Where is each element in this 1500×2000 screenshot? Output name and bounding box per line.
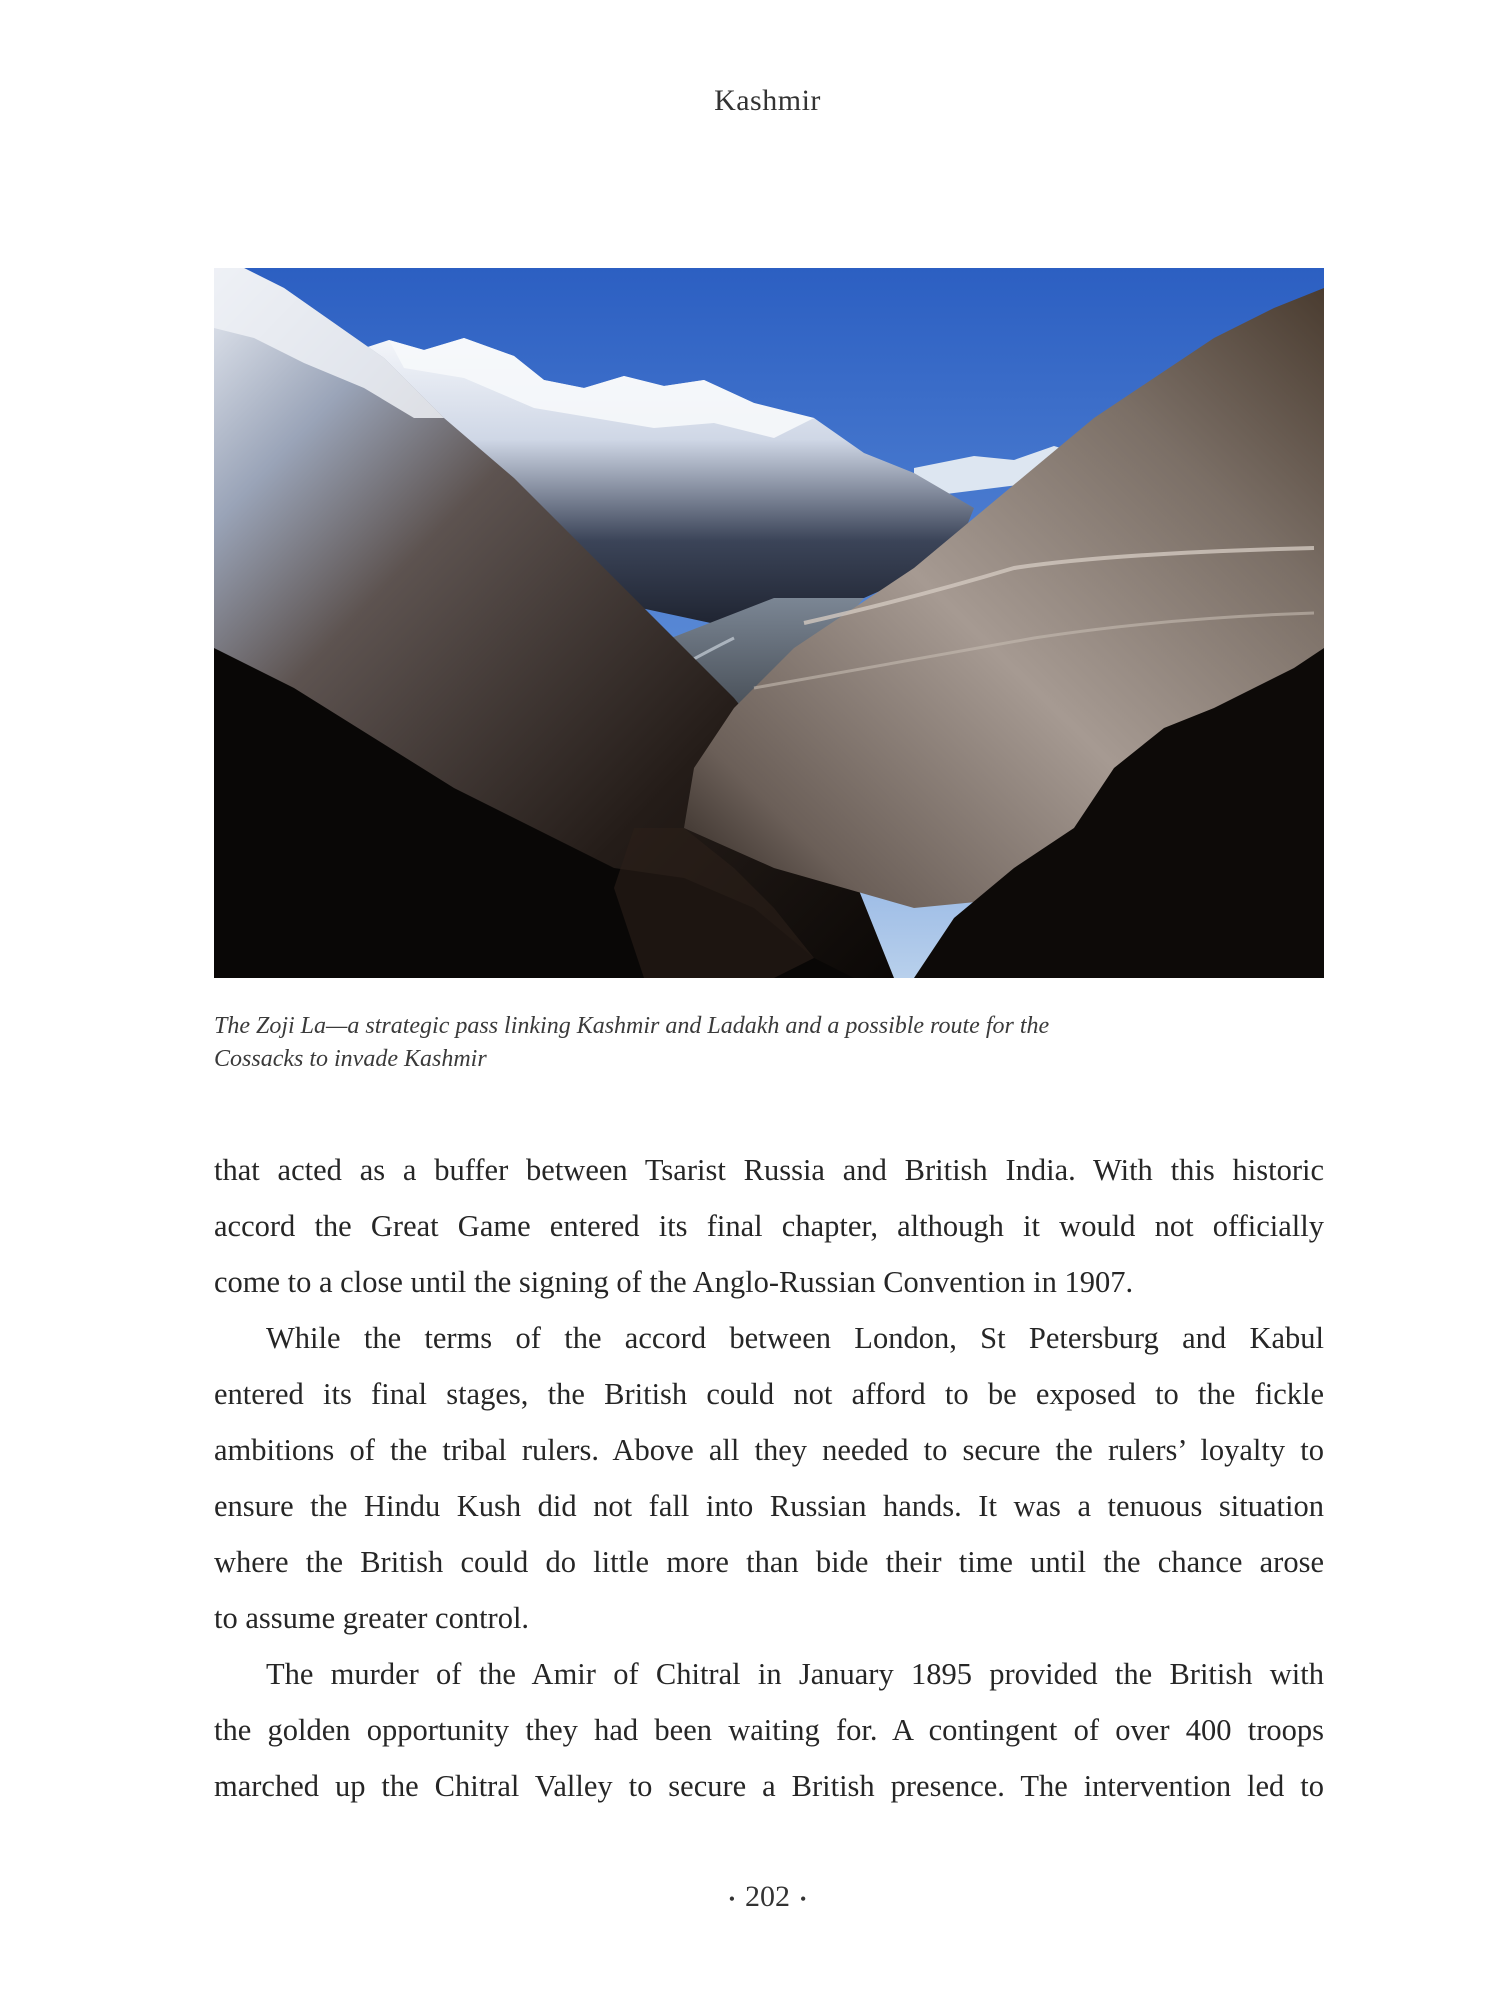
text-line: to assume greater control. xyxy=(214,1601,530,1635)
paragraph-3 xyxy=(214,1646,1324,1814)
text-line: the golden opportunity they had been waiting for. A contingent of over 400 troops xyxy=(214,1713,1324,1747)
bullet-ornament-icon: • xyxy=(800,1888,807,1909)
text-line: that acted as a buffer between Tsarist Russia and British India. With this historic xyxy=(214,1153,1324,1187)
paragraph-1 xyxy=(214,1142,1324,1310)
caption-line: The Zoji La—a strategic pass linking Kashmir and Ladakh and a possible route for the xyxy=(214,1013,1050,1039)
text-line: come to a close until the signing of the Anglo-Russian Convention in 1907. xyxy=(214,1265,1134,1299)
photo-zoji-la-pass xyxy=(214,268,1324,978)
text-line: The murder of the Amir of Chitral in January 1895 provided the British with xyxy=(266,1657,1324,1691)
paragraph-2 xyxy=(214,1310,1324,1646)
caption-line: Cossacks to invade Kashmir xyxy=(214,1046,487,1072)
text-line: While the terms of the accord between London, St Petersburg and Kabul xyxy=(266,1321,1324,1355)
text-line: ambitions of the tribal rulers. Above all they needed to secure the rulers’ loyalty to xyxy=(214,1433,1324,1467)
page-number-value: 202 xyxy=(745,1880,790,1913)
text-line: where the British could do little more than bide their time until the chance arose xyxy=(214,1545,1324,1579)
running-header-title: Kashmir xyxy=(714,84,821,117)
text-line: ensure the Hindu Kush did not fall into Russian hands. It was a tenuous situation xyxy=(214,1489,1324,1523)
figure-caption xyxy=(214,1010,1324,1076)
text-line: marched up the Chitral Valley to secure a British presence. The intervention led to xyxy=(214,1769,1324,1803)
bullet-ornament-icon: • xyxy=(728,1888,735,1909)
text-line: accord the Great Game entered its final chapter, although it would not officially xyxy=(214,1209,1324,1243)
mountain-landscape-image xyxy=(214,268,1324,978)
body-text xyxy=(214,1142,1324,1814)
page-number xyxy=(0,1880,1500,1914)
text-line: entered its final stages, the British could not afford to be exposed to the fickle xyxy=(214,1377,1324,1411)
